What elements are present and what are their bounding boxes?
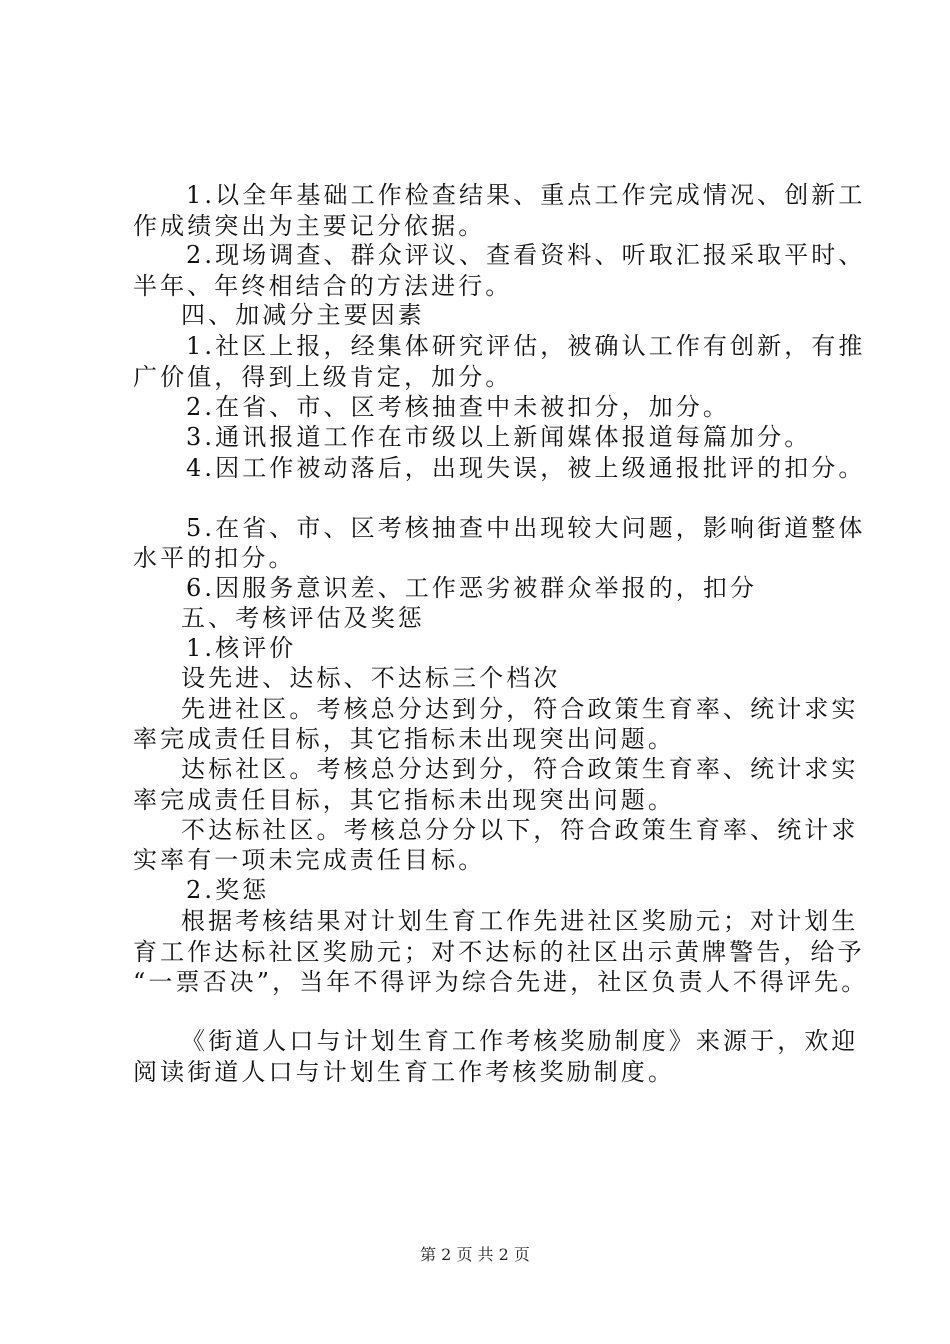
subsection-heading: 1.核评价 (186, 634, 297, 662)
page-number-footer: 第 2 页 共 2 页 (420, 1245, 530, 1264)
paragraph-line: 先进社区。考核总分达到分，符合政策生育率、统计求实 (181, 695, 859, 723)
paragraph-line: 不达标社区。考核总分分以下，符合政策生育率、统计求 (181, 816, 859, 844)
paragraph-line: 《街道人口与计划生育工作考核奖励制度》来源于，欢迎 (181, 1027, 859, 1055)
paragraph-line: 育工作达标社区奖励元；对不达标的社区出示黄牌警告，给予 (133, 938, 865, 966)
paragraph-line: 率完成责任目标，其它指标未出现突出问题。 (133, 786, 675, 814)
paragraph-line: 2.现场调查、群众评议、查看资料、听取汇报采取平时、 (186, 241, 866, 269)
subsection-heading: 2.奖惩 (186, 876, 270, 904)
paragraph-line: 设先进、达标、不达标三个档次 (181, 664, 561, 692)
paragraph-line: “一票否决”，当年不得评为综合先进，社区负责人不得评先。 (133, 968, 869, 996)
paragraph-line: 4.因工作被动落后，出现失误，被上级通报批评的扣分。 (186, 454, 866, 482)
paragraph-line: 1.社区上报，经集体研究评估，被确认工作有创新，有推 (186, 332, 866, 360)
section-heading: 四、加减分主要因素 (181, 301, 425, 329)
paragraph-line: 5.在省、市、区考核抽查中出现较大问题，影响街道整体 (186, 514, 866, 542)
paragraph-line: 率完成责任目标，其它指标未出现突出问题。 (133, 725, 675, 753)
paragraph-line: 达标社区。考核总分达到分，符合政策生育率、统计求实 (181, 755, 859, 783)
paragraph-line: 实率有一项未完成责任目标。 (133, 846, 486, 874)
paragraph-line: 水平的扣分。 (133, 544, 296, 572)
paragraph-line: 6.因服务意识差、工作恶劣被群众举报的，扣分 (186, 574, 758, 602)
paragraph-line: 作成绩突出为主要记分依据。 (133, 212, 486, 240)
paragraph-line: 阅读街道人口与计划生育工作考核奖励制度。 (133, 1058, 675, 1086)
paragraph-line: 1.以全年基础工作检查结果、重点工作完成情况、创新工 (186, 181, 866, 209)
paragraph-line: 根据考核结果对计划生育工作先进社区奖励元；对计划生 (181, 907, 859, 935)
paragraph-line: 广价值，得到上级肯定，加分。 (133, 363, 513, 391)
paragraph-line: 3.通讯报道工作在市级以上新闻媒体报道每篇加分。 (186, 423, 812, 451)
paragraph-line: 2.在省、市、区考核抽查中未被扣分，加分。 (186, 393, 730, 421)
paragraph-line: 半年、年终相结合的方法进行。 (133, 272, 513, 300)
section-heading: 五、考核评估及奖惩 (181, 604, 425, 632)
